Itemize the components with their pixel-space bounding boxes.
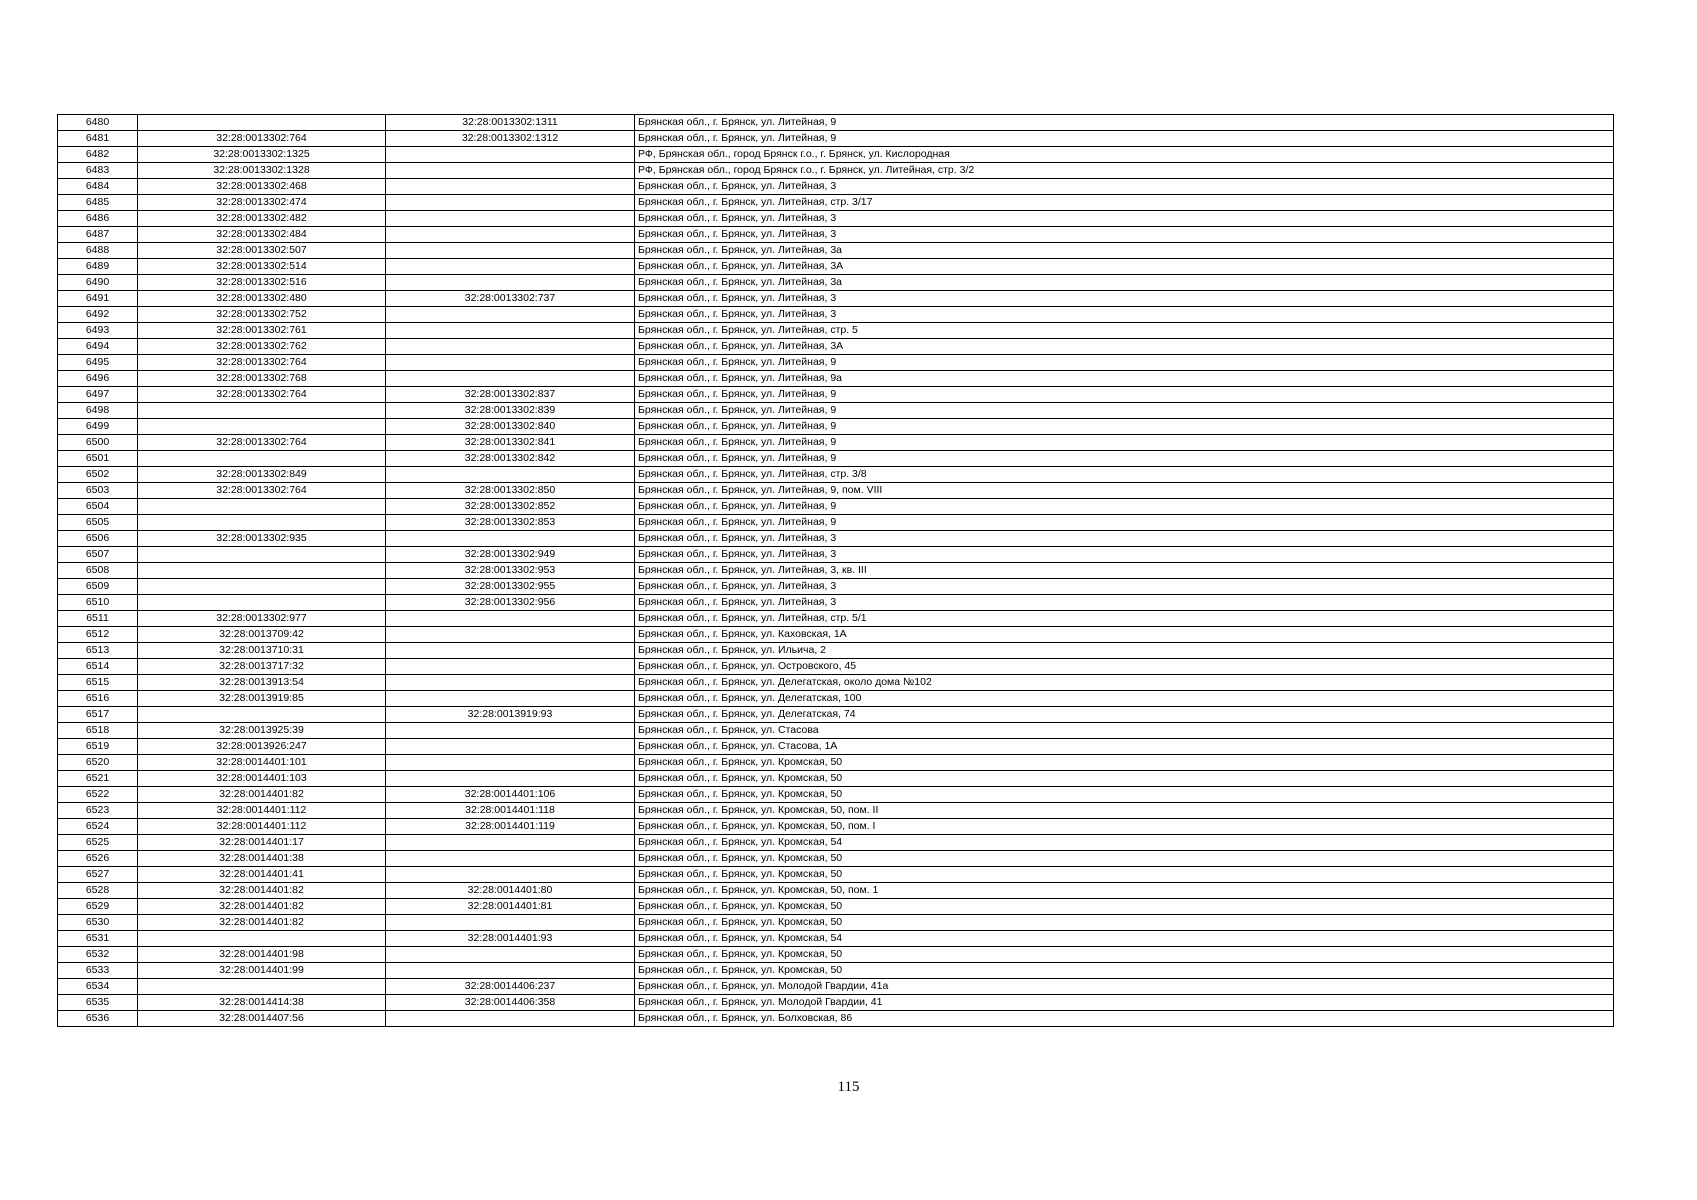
cadastral-number-cell [138, 403, 386, 419]
row-number-cell: 6490 [58, 275, 138, 291]
table-row [58, 499, 1614, 515]
cadastral-number-cell: 32:28:0013302:516 [138, 275, 386, 291]
row-number-cell: 6533 [58, 963, 138, 979]
address-cell: Брянская обл., г. Брянск, ул. Делегатская, 74 [635, 707, 1614, 723]
row-number-cell: 6530 [58, 915, 138, 931]
table-row [58, 931, 1614, 947]
row-number-cell: 6506 [58, 531, 138, 547]
registry-table-container [57, 114, 1613, 1027]
table-row [58, 803, 1614, 819]
address-cell: Брянская обл., г. Брянск, ул. Литейная, 9 [635, 387, 1614, 403]
parent-cadastral-number-cell [386, 467, 635, 483]
row-number-cell: 6502 [58, 467, 138, 483]
address-cell: Брянская обл., г. Брянск, ул. Стасова, 1А [635, 739, 1614, 755]
cadastral-number-cell: 32:28:0013302:764 [138, 483, 386, 499]
parent-cadastral-number-cell [386, 947, 635, 963]
table-row [58, 179, 1614, 195]
parent-cadastral-number-cell: 32:28:0013302:1311 [386, 115, 635, 131]
table-row [58, 531, 1614, 547]
row-number-cell: 6491 [58, 291, 138, 307]
parent-cadastral-number-cell [386, 627, 635, 643]
address-cell: Брянская обл., г. Брянск, ул. Делегатская, около дома №102 [635, 675, 1614, 691]
parent-cadastral-number-cell [386, 659, 635, 675]
cadastral-number-cell [138, 579, 386, 595]
table-row [58, 659, 1614, 675]
row-number-cell: 6505 [58, 515, 138, 531]
row-number-cell: 6536 [58, 1011, 138, 1027]
cadastral-number-cell [138, 115, 386, 131]
table-row [58, 899, 1614, 915]
cadastral-number-cell: 32:28:0013717:32 [138, 659, 386, 675]
cadastral-number-cell [138, 931, 386, 947]
cadastral-number-cell [138, 707, 386, 723]
table-row [58, 291, 1614, 307]
cadastral-number-cell: 32:28:0013302:752 [138, 307, 386, 323]
parent-cadastral-number-cell [386, 739, 635, 755]
address-cell: Брянская обл., г. Брянск, ул. Литейная, 3 [635, 531, 1614, 547]
parent-cadastral-number-cell [386, 307, 635, 323]
table-row [58, 243, 1614, 259]
parent-cadastral-number-cell [386, 259, 635, 275]
cadastral-number-cell: 32:28:0013913:54 [138, 675, 386, 691]
cadastral-number-cell [138, 563, 386, 579]
address-cell: Брянская обл., г. Брянск, ул. Литейная, стр. 3/8 [635, 467, 1614, 483]
cadastral-number-cell: 32:28:0013709:42 [138, 627, 386, 643]
address-cell: Брянская обл., г. Брянск, ул. Кромская, 50, пом. I [635, 819, 1614, 835]
table-row [58, 339, 1614, 355]
table-row [58, 739, 1614, 755]
row-number-cell: 6509 [58, 579, 138, 595]
row-number-cell: 6493 [58, 323, 138, 339]
address-cell: Брянская обл., г. Брянск, ул. Кромская, 50 [635, 771, 1614, 787]
address-cell: Брянская обл., г. Брянск, ул. Литейная, 3 [635, 227, 1614, 243]
parent-cadastral-number-cell [386, 723, 635, 739]
row-number-cell: 6518 [58, 723, 138, 739]
row-number-cell: 6504 [58, 499, 138, 515]
row-number-cell: 6482 [58, 147, 138, 163]
table-row [58, 947, 1614, 963]
cadastral-number-cell: 32:28:0014401:82 [138, 899, 386, 915]
table-row [58, 595, 1614, 611]
table-row [58, 259, 1614, 275]
cadastral-number-cell [138, 499, 386, 515]
address-cell: Брянская обл., г. Брянск, ул. Литейная, 3А [635, 339, 1614, 355]
cadastral-number-cell [138, 979, 386, 995]
parent-cadastral-number-cell [386, 323, 635, 339]
table-row [58, 147, 1614, 163]
cadastral-number-cell: 32:28:0014401:98 [138, 947, 386, 963]
parent-cadastral-number-cell [386, 675, 635, 691]
cadastral-number-cell: 32:28:0013302:514 [138, 259, 386, 275]
table-row [58, 995, 1614, 1011]
row-number-cell: 6535 [58, 995, 138, 1011]
table-row [58, 867, 1614, 883]
address-cell: Брянская обл., г. Брянск, ул. Кромская, 50 [635, 947, 1614, 963]
row-number-cell: 6520 [58, 755, 138, 771]
address-cell: Брянская обл., г. Брянск, ул. Литейная, стр. 5 [635, 323, 1614, 339]
row-number-cell: 6521 [58, 771, 138, 787]
row-number-cell: 6495 [58, 355, 138, 371]
row-number-cell: 6492 [58, 307, 138, 323]
table-row [58, 851, 1614, 867]
row-number-cell: 6534 [58, 979, 138, 995]
table-row [58, 979, 1614, 995]
parent-cadastral-number-cell [386, 531, 635, 547]
row-number-cell: 6519 [58, 739, 138, 755]
parent-cadastral-number-cell [386, 1011, 635, 1027]
parent-cadastral-number-cell: 32:28:0013302:841 [386, 435, 635, 451]
address-cell: Брянская обл., г. Брянск, ул. Литейная, 9 [635, 419, 1614, 435]
parent-cadastral-number-cell: 32:28:0014406:358 [386, 995, 635, 1011]
cadastral-number-cell: 32:28:0014401:99 [138, 963, 386, 979]
table-row [58, 547, 1614, 563]
table-row [58, 195, 1614, 211]
address-cell: Брянская обл., г. Брянск, ул. Литейная, 3а [635, 275, 1614, 291]
parent-cadastral-number-cell: 32:28:0013302:953 [386, 563, 635, 579]
cadastral-number-cell: 32:28:0014401:103 [138, 771, 386, 787]
row-number-cell: 6517 [58, 707, 138, 723]
parent-cadastral-number-cell: 32:28:0013302:837 [386, 387, 635, 403]
row-number-cell: 6531 [58, 931, 138, 947]
cadastral-number-cell: 32:28:0013302:507 [138, 243, 386, 259]
cadastral-number-cell: 32:28:0013302:1328 [138, 163, 386, 179]
cadastral-number-cell: 32:28:0013919:85 [138, 691, 386, 707]
row-number-cell: 6523 [58, 803, 138, 819]
table-row [58, 1011, 1614, 1027]
row-number-cell: 6499 [58, 419, 138, 435]
table-row [58, 467, 1614, 483]
address-cell: Брянская обл., г. Брянск, ул. Островского, 45 [635, 659, 1614, 675]
parent-cadastral-number-cell: 32:28:0013302:840 [386, 419, 635, 435]
cadastral-number-cell: 32:28:0014401:17 [138, 835, 386, 851]
cadastral-number-cell: 32:28:0013302:977 [138, 611, 386, 627]
cadastral-number-cell: 32:28:0014401:82 [138, 915, 386, 931]
address-cell: Брянская обл., г. Брянск, ул. Литейная, 9а [635, 371, 1614, 387]
registry-table-body [58, 115, 1614, 1027]
parent-cadastral-number-cell: 32:28:0013302:853 [386, 515, 635, 531]
cadastral-number-cell: 32:28:0014401:82 [138, 787, 386, 803]
address-cell: Брянская обл., г. Брянск, ул. Кромская, 50 [635, 915, 1614, 931]
address-cell: Брянская обл., г. Брянск, ул. Литейная, 3а [635, 243, 1614, 259]
parent-cadastral-number-cell: 32:28:0014401:119 [386, 819, 635, 835]
table-row [58, 755, 1614, 771]
table-row [58, 611, 1614, 627]
row-number-cell: 6508 [58, 563, 138, 579]
table-row [58, 371, 1614, 387]
parent-cadastral-number-cell: 32:28:0014401:80 [386, 883, 635, 899]
address-cell: Брянская обл., г. Брянск, ул. Стасова [635, 723, 1614, 739]
address-cell: Брянская обл., г. Брянск, ул. Литейная, 3 [635, 579, 1614, 595]
address-cell: Брянская обл., г. Брянск, ул. Литейная, 3 [635, 595, 1614, 611]
row-number-cell: 6524 [58, 819, 138, 835]
cadastral-number-cell [138, 515, 386, 531]
table-row [58, 787, 1614, 803]
cadastral-number-cell: 32:28:0013925:39 [138, 723, 386, 739]
row-number-cell: 6496 [58, 371, 138, 387]
parent-cadastral-number-cell: 32:28:0013302:949 [386, 547, 635, 563]
row-number-cell: 6503 [58, 483, 138, 499]
parent-cadastral-number-cell [386, 611, 635, 627]
parent-cadastral-number-cell: 32:28:0014406:237 [386, 979, 635, 995]
parent-cadastral-number-cell [386, 211, 635, 227]
row-number-cell: 6516 [58, 691, 138, 707]
cadastral-number-cell: 32:28:0013302:935 [138, 531, 386, 547]
cadastral-number-cell: 32:28:0013302:764 [138, 355, 386, 371]
cadastral-number-cell: 32:28:0014401:101 [138, 755, 386, 771]
cadastral-number-cell: 32:28:0013302:468 [138, 179, 386, 195]
address-cell: Брянская обл., г. Брянск, ул. Литейная, 9 [635, 435, 1614, 451]
cadastral-number-cell: 32:28:0013302:484 [138, 227, 386, 243]
table-row [58, 323, 1614, 339]
row-number-cell: 6484 [58, 179, 138, 195]
row-number-cell: 6532 [58, 947, 138, 963]
row-number-cell: 6498 [58, 403, 138, 419]
parent-cadastral-number-cell [386, 835, 635, 851]
table-row [58, 691, 1614, 707]
row-number-cell: 6494 [58, 339, 138, 355]
row-number-cell: 6507 [58, 547, 138, 563]
parent-cadastral-number-cell [386, 179, 635, 195]
row-number-cell: 6527 [58, 867, 138, 883]
address-cell: Брянская обл., г. Брянск, ул. Литейная, 9 [635, 131, 1614, 147]
cadastral-number-cell: 32:28:0013302:762 [138, 339, 386, 355]
address-cell: Брянская обл., г. Брянск, ул. Кромская, 50 [635, 851, 1614, 867]
parent-cadastral-number-cell [386, 275, 635, 291]
address-cell: Брянская обл., г. Брянск, ул. Кромская, 50 [635, 867, 1614, 883]
address-cell: Брянская обл., г. Брянск, ул. Литейная, 9, пом. VIII [635, 483, 1614, 499]
parent-cadastral-number-cell: 32:28:0013302:956 [386, 595, 635, 611]
address-cell: РФ, Брянская обл., город Брянск г.о., г. Брянск, ул. Кислородная [635, 147, 1614, 163]
row-number-cell: 6481 [58, 131, 138, 147]
cadastral-number-cell: 32:28:0013926:247 [138, 739, 386, 755]
parent-cadastral-number-cell: 32:28:0014401:118 [386, 803, 635, 819]
table-row [58, 211, 1614, 227]
cadastral-number-cell: 32:28:0014401:112 [138, 819, 386, 835]
address-cell: Брянская обл., г. Брянск, ул. Литейная, 3 [635, 179, 1614, 195]
table-row [58, 819, 1614, 835]
row-number-cell: 6528 [58, 883, 138, 899]
row-number-cell: 6489 [58, 259, 138, 275]
cadastral-number-cell: 32:28:0014401:82 [138, 883, 386, 899]
cadastral-number-cell: 32:28:0013302:761 [138, 323, 386, 339]
parent-cadastral-number-cell: 32:28:0014401:106 [386, 787, 635, 803]
table-row [58, 515, 1614, 531]
table-row [58, 419, 1614, 435]
parent-cadastral-number-cell [386, 643, 635, 659]
cadastral-number-cell [138, 595, 386, 611]
parent-cadastral-number-cell: 32:28:0013302:737 [386, 291, 635, 307]
table-row [58, 435, 1614, 451]
address-cell: Брянская обл., г. Брянск, ул. Литейная, 9 [635, 355, 1614, 371]
cadastral-number-cell: 32:28:0013302:474 [138, 195, 386, 211]
row-number-cell: 6483 [58, 163, 138, 179]
row-number-cell: 6486 [58, 211, 138, 227]
cadastral-number-cell: 32:28:0013302:768 [138, 371, 386, 387]
parent-cadastral-number-cell: 32:28:0013919:93 [386, 707, 635, 723]
cadastral-number-cell: 32:28:0014401:112 [138, 803, 386, 819]
registry-table [57, 114, 1614, 1027]
table-row [58, 915, 1614, 931]
cadastral-number-cell [138, 451, 386, 467]
parent-cadastral-number-cell [386, 755, 635, 771]
address-cell: Брянская обл., г. Брянск, ул. Кромская, 50 [635, 787, 1614, 803]
table-row [58, 115, 1614, 131]
table-row [58, 707, 1614, 723]
table-row [58, 163, 1614, 179]
parent-cadastral-number-cell [386, 147, 635, 163]
table-row [58, 403, 1614, 419]
address-cell: Брянская обл., г. Брянск, ул. Литейная, 9 [635, 499, 1614, 515]
table-row [58, 883, 1614, 899]
address-cell: Брянская обл., г. Брянск, ул. Болховская, 86 [635, 1011, 1614, 1027]
address-cell: Брянская обл., г. Брянск, ул. Литейная, 3 [635, 307, 1614, 323]
address-cell: Брянская обл., г. Брянск, ул. Литейная, 9 [635, 451, 1614, 467]
parent-cadastral-number-cell [386, 227, 635, 243]
cadastral-number-cell: 32:28:0013302:480 [138, 291, 386, 307]
address-cell: Брянская обл., г. Брянск, ул. Литейная, 9 [635, 515, 1614, 531]
table-row [58, 131, 1614, 147]
row-number-cell: 6511 [58, 611, 138, 627]
row-number-cell: 6501 [58, 451, 138, 467]
address-cell: Брянская обл., г. Брянск, ул. Кромская, 54 [635, 835, 1614, 851]
address-cell: Брянская обл., г. Брянск, ул. Кромская, 50, пом. 1 [635, 883, 1614, 899]
cadastral-number-cell: 32:28:0014407:56 [138, 1011, 386, 1027]
table-row [58, 227, 1614, 243]
cadastral-number-cell: 32:28:0013302:1325 [138, 147, 386, 163]
parent-cadastral-number-cell: 32:28:0013302:850 [386, 483, 635, 499]
parent-cadastral-number-cell: 32:28:0013302:955 [386, 579, 635, 595]
table-row [58, 563, 1614, 579]
row-number-cell: 6515 [58, 675, 138, 691]
cadastral-number-cell: 32:28:0014401:41 [138, 867, 386, 883]
parent-cadastral-number-cell [386, 243, 635, 259]
table-row [58, 275, 1614, 291]
table-row [58, 771, 1614, 787]
cadastral-number-cell: 32:28:0014401:38 [138, 851, 386, 867]
row-number-cell: 6480 [58, 115, 138, 131]
parent-cadastral-number-cell [386, 195, 635, 211]
row-number-cell: 6513 [58, 643, 138, 659]
parent-cadastral-number-cell [386, 163, 635, 179]
row-number-cell: 6497 [58, 387, 138, 403]
parent-cadastral-number-cell: 32:28:0013302:852 [386, 499, 635, 515]
address-cell: Брянская обл., г. Брянск, ул. Литейная, стр. 5/1 [635, 611, 1614, 627]
table-row [58, 307, 1614, 323]
row-number-cell: 6522 [58, 787, 138, 803]
address-cell: Брянская обл., г. Брянск, ул. Кромская, 50 [635, 899, 1614, 915]
parent-cadastral-number-cell [386, 771, 635, 787]
address-cell: РФ, Брянская обл., город Брянск г.о., г. Брянск, ул. Литейная, стр. 3/2 [635, 163, 1614, 179]
table-row [58, 675, 1614, 691]
table-row [58, 627, 1614, 643]
cadastral-number-cell [138, 419, 386, 435]
address-cell: Брянская обл., г. Брянск, ул. Молодой Гвардии, 41 [635, 995, 1614, 1011]
cadastral-number-cell: 32:28:0013302:764 [138, 131, 386, 147]
address-cell: Брянская обл., г. Брянск, ул. Литейная, 9 [635, 403, 1614, 419]
table-row [58, 835, 1614, 851]
address-cell: Брянская обл., г. Брянск, ул. Делегатская, 100 [635, 691, 1614, 707]
parent-cadastral-number-cell [386, 963, 635, 979]
parent-cadastral-number-cell [386, 915, 635, 931]
row-number-cell: 6512 [58, 627, 138, 643]
parent-cadastral-number-cell [386, 691, 635, 707]
parent-cadastral-number-cell: 32:28:0013302:1312 [386, 131, 635, 147]
table-row [58, 451, 1614, 467]
table-row [58, 579, 1614, 595]
parent-cadastral-number-cell: 32:28:0013302:842 [386, 451, 635, 467]
cadastral-number-cell: 32:28:0013302:764 [138, 435, 386, 451]
parent-cadastral-number-cell [386, 371, 635, 387]
parent-cadastral-number-cell [386, 867, 635, 883]
row-number-cell: 6500 [58, 435, 138, 451]
address-cell: Брянская обл., г. Брянск, ул. Молодой Гвардии, 41а [635, 979, 1614, 995]
cadastral-number-cell: 32:28:0013302:764 [138, 387, 386, 403]
parent-cadastral-number-cell [386, 355, 635, 371]
parent-cadastral-number-cell: 32:28:0014401:93 [386, 931, 635, 947]
row-number-cell: 6488 [58, 243, 138, 259]
parent-cadastral-number-cell: 32:28:0013302:839 [386, 403, 635, 419]
address-cell: Брянская обл., г. Брянск, ул. Литейная, 3 [635, 291, 1614, 307]
parent-cadastral-number-cell [386, 339, 635, 355]
parent-cadastral-number-cell: 32:28:0014401:81 [386, 899, 635, 915]
address-cell: Брянская обл., г. Брянск, ул. Кромская, 54 [635, 931, 1614, 947]
table-row [58, 387, 1614, 403]
address-cell: Брянская обл., г. Брянск, ул. Литейная, 3 [635, 211, 1614, 227]
address-cell: Брянская обл., г. Брянск, ул. Ильича, 2 [635, 643, 1614, 659]
page-number: 115 [837, 1079, 860, 1095]
row-number-cell: 6526 [58, 851, 138, 867]
parent-cadastral-number-cell [386, 851, 635, 867]
address-cell: Брянская обл., г. Брянск, ул. Каховская, 1А [635, 627, 1614, 643]
address-cell: Брянская обл., г. Брянск, ул. Кромская, 50 [635, 755, 1614, 771]
cadastral-number-cell: 32:28:0013302:849 [138, 467, 386, 483]
address-cell: Брянская обл., г. Брянск, ул. Кромская, 50 [635, 963, 1614, 979]
row-number-cell: 6525 [58, 835, 138, 851]
address-cell: Брянская обл., г. Брянск, ул. Кромская, 50, пом. II [635, 803, 1614, 819]
cadastral-number-cell: 32:28:0014414:38 [138, 995, 386, 1011]
row-number-cell: 6529 [58, 899, 138, 915]
address-cell: Брянская обл., г. Брянск, ул. Литейная, 3А [635, 259, 1614, 275]
address-cell: Брянская обл., г. Брянск, ул. Литейная, стр. 3/17 [635, 195, 1614, 211]
table-row [58, 723, 1614, 739]
row-number-cell: 6510 [58, 595, 138, 611]
address-cell: Брянская обл., г. Брянск, ул. Литейная, 3 [635, 547, 1614, 563]
table-row [58, 643, 1614, 659]
row-number-cell: 6487 [58, 227, 138, 243]
row-number-cell: 6514 [58, 659, 138, 675]
cadastral-number-cell: 32:28:0013710:31 [138, 643, 386, 659]
cadastral-number-cell: 32:28:0013302:482 [138, 211, 386, 227]
address-cell: Брянская обл., г. Брянск, ул. Литейная, 9 [635, 115, 1614, 131]
row-number-cell: 6485 [58, 195, 138, 211]
cadastral-number-cell [138, 547, 386, 563]
table-row [58, 355, 1614, 371]
address-cell: Брянская обл., г. Брянск, ул. Литейная, 3, кв. III [635, 563, 1614, 579]
table-row [58, 963, 1614, 979]
table-row [58, 483, 1614, 499]
